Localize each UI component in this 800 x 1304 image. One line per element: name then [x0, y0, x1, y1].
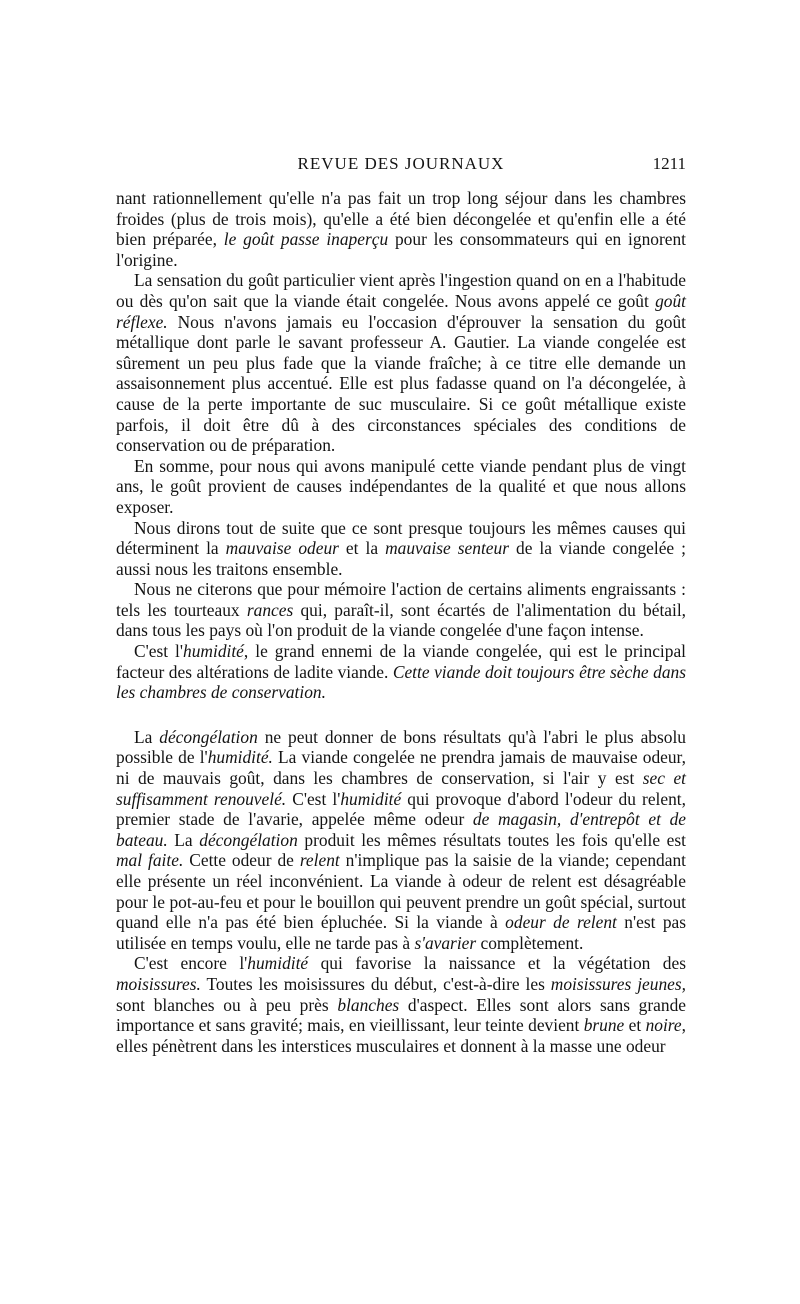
page-number: 1211	[652, 154, 686, 173]
text-run: Nous dirons tout de suite que ce sont presque toujours les mêmes causes qui déterminent la	[116, 517, 686, 559]
italic-text: humidité	[340, 788, 402, 809]
text-run: nant rationnellement qu'elle n'a pas fait un trop long séjour dans les chambres froides (plus de trois mois), qu'elle a été bien décongelée et qu'enfin elle a été bien préparée,	[116, 188, 686, 250]
paragraph	[116, 270, 686, 455]
italic-text: mauvaise senteur	[385, 538, 509, 559]
text-run: ne peut donner de bons résultats qu'à l'abri le plus absolu possible de l'	[116, 726, 686, 768]
paragraph	[116, 579, 686, 641]
text-run: produit les mêmes résultats toutes les fois qu'elle est	[297, 829, 686, 850]
text-run: de la viande congelée ; aussi nous les traitons ensemble.	[116, 538, 687, 579]
text-run: pour les consommateurs qui en ignorent l'origine.	[116, 229, 686, 270]
italic-text: mauvaise odeur	[225, 538, 339, 559]
italic-text: moisissures jeunes,	[550, 973, 686, 994]
text-run: Nous n'avons jamais eu l'occasion d'éprouver la sensation du goût métallique dont parle le savant professeur A. Gautier. La viande congelée est sûrement un peu plus fade que la viande fraîche; à ce titre elle demande un assaisonnement plus accentué. Elle est plus fadasse quand on l'a décongelée, à cause de la perte importante de suc musculaire. Si ce goût métallique existe parfois, il doit être dû à des circonstances spéciales des conditions de conservation ou de préparation.	[116, 311, 686, 456]
italic-text: décongélation	[199, 829, 298, 850]
text-run: La	[134, 726, 160, 747]
text-run: , elles pénètrent dans les interstices musculaires et donnent à la masse une odeur	[116, 1015, 686, 1056]
text-run: qui, paraît-il, sont écartés de l'alimentation du bétail, dans tous les pays où l'on produit de la viande congelée d'une façon intense.	[116, 599, 687, 641]
running-header	[116, 154, 686, 176]
text-run: , le grand ennemi de la viande congelée, qui est le principal facteur des altérations de ladite viande.	[116, 641, 686, 682]
italic-text: relent	[299, 850, 340, 871]
paragraph	[116, 953, 686, 1056]
italic-text: mal faite.	[116, 850, 184, 871]
italic-text: sec et suffisamment renouvelé.	[116, 768, 687, 809]
section-gap	[116, 703, 686, 727]
text-run: et la	[338, 538, 386, 559]
text-run: et	[624, 1015, 646, 1036]
italic-text: odeur de relent	[505, 912, 617, 933]
text-run: En somme, pour nous qui avons manipulé cette viande pendant plus de vingt ans, le goût provient de causes indépendantes de la qualité et que nous allons exposer.	[116, 455, 686, 517]
text-run: C'est encore l'	[134, 953, 248, 974]
journal-title: REVUE DES JOURNAUX	[297, 154, 505, 173]
paragraph	[116, 518, 686, 580]
italic-text: moisissures.	[116, 973, 201, 994]
text-run: n'est pas utilisée en temps voulu, elle ne tarde pas à	[116, 912, 686, 953]
text-run: La sensation du goût particulier vient après l'ingestion quand on en a l'habitude ou dès qu'on sait que la viande était congelée. Nous avons appelé ce goût	[116, 270, 686, 311]
paragraph	[116, 727, 686, 954]
text-run: C'est l'	[286, 788, 341, 809]
italic-text: de magasin, d'entrepôt et de bateau.	[116, 809, 686, 850]
text-run: Cette odeur de	[183, 850, 300, 871]
italic-text: rances	[246, 599, 294, 620]
italic-text: humidité.	[207, 747, 273, 768]
text-run: d'aspect. Elles sont alors sans grande importance et sans gravité; mais, en vieillissant, leur teinte devient	[116, 994, 686, 1036]
italic-text: goût réflexe.	[116, 290, 686, 332]
text-run: sont blanches ou à peu près	[116, 994, 338, 1015]
italic-text: décongélation	[159, 726, 258, 747]
italic-text: brune	[583, 1015, 625, 1036]
italic-text: le goût passe inaperçu	[223, 229, 389, 250]
italic-text: s'avarier	[414, 932, 477, 953]
italic-text: humidité	[183, 641, 244, 662]
paragraph	[116, 641, 686, 703]
text-run: complètement.	[476, 932, 584, 953]
italic-text: humidité	[247, 953, 309, 974]
text-run: qui provoque d'abord l'odeur du relent, premier stade de l'avarie, appelée même odeur	[116, 788, 686, 830]
text-run: La viande congelée ne prendra jamais de mauvaise odeur, ni de mauvais goût, dans les chambres de conservation, si l'air y est	[116, 747, 686, 789]
text-run: Toutes les moisissures du début, c'est-à-dire les	[200, 973, 551, 994]
text-run: Nous ne citerons que pour mémoire l'action de certains aliments engraissants : tels les tourteaux	[116, 579, 686, 620]
paragraph	[116, 188, 686, 270]
text-run: qui favorise la naissance et la végétation des	[308, 953, 686, 974]
text-run: n'implique pas la saisie de la viande; cependant elle présente un réel inconvénient. La viande à odeur de relent est désagréable pour le pot-au-feu et pour le bouillon qui peuvent prendre un goût spécial, surtout quand elle n'a pas été bien épluchée. Si la viande à	[116, 850, 686, 933]
text-run: La	[167, 829, 200, 850]
italic-text: Cette viande doit toujours être sèche dans les chambres de conservation.	[116, 661, 687, 703]
body-text	[116, 188, 686, 1056]
text-run: C'est l'	[134, 641, 184, 662]
italic-text: noire	[645, 1015, 682, 1036]
paragraph	[116, 456, 686, 518]
italic-text: blanches	[337, 994, 400, 1015]
